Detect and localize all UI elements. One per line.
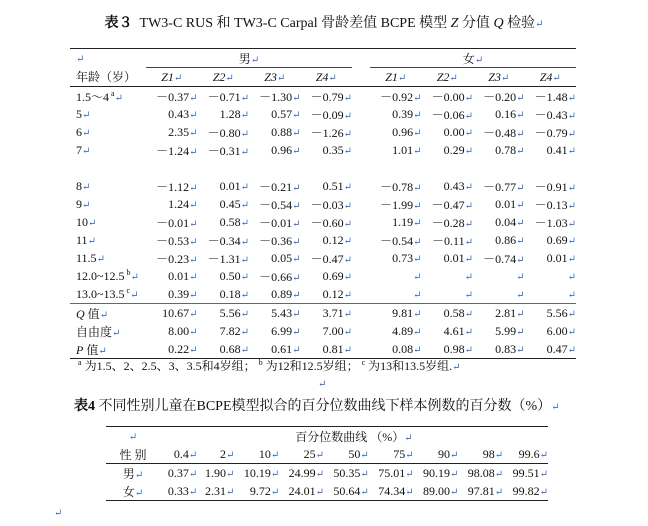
female-z-value: 0.01↵ [443, 250, 473, 265]
female-z-value: －1.48↵ [534, 89, 576, 104]
percent-value: 74.34↵ [378, 483, 414, 498]
table-row [70, 267, 576, 285]
female-z-value: ↵ [516, 289, 525, 301]
stat-label: 自由度↵ [76, 324, 121, 339]
percent-value: 10.19↵ [243, 465, 280, 480]
male-stat-value: 5.56↵ [219, 305, 249, 320]
sex-header: 性 别 [119, 447, 147, 462]
age-header: 年龄（岁） [76, 70, 137, 85]
paragraph-mark: ↵ [535, 19, 544, 30]
table4-title: 表4 不同性别儿童在BCPE模型拟合的百分位数曲线下样本例数的百分数（%）↵ [74, 399, 560, 414]
age-cell: 13.0~13.5 $^c$↵ [76, 286, 139, 301]
male-z-value: 0.88↵ [271, 124, 301, 139]
female-stat-value: 0.47↵ [546, 341, 576, 356]
female-z-value: －0.91↵ [534, 179, 576, 194]
male-z-value: 0.96↵ [271, 142, 301, 157]
table3-title [0, 12, 648, 32]
male-z-value: 0.01↵ [219, 178, 249, 193]
male-stat-value: 10.67↵ [162, 305, 198, 320]
female-z-value: 0.96↵ [392, 124, 422, 139]
footnote-a-mark: a [78, 358, 82, 367]
male-z-value: －0.37↵ [156, 89, 198, 104]
female-stat-value: 0.08↵ [392, 341, 422, 356]
male-z-value: －0.66↵ [259, 269, 301, 284]
male-z-value: －1.30↵ [259, 89, 301, 104]
male-z-value: －0.60↵ [310, 215, 352, 230]
male-z-value: 0.12↵ [322, 286, 352, 301]
female-z-value: 1.01↵ [392, 142, 422, 157]
female-z-value: －0.78↵ [380, 179, 422, 194]
table-row [70, 141, 576, 159]
male-z-value: －0.53↵ [156, 233, 198, 248]
female-z-value: －0.77↵ [483, 179, 525, 194]
footnote-c-mark: c [361, 358, 366, 367]
male-z-value: －1.31↵ [207, 251, 249, 266]
female-z-value: ↵ [464, 289, 473, 301]
paragraph-mark-gap: ↵ [318, 379, 327, 390]
percent-value: 99.82↵ [512, 483, 548, 498]
female-z-value: 0.01↵ [546, 250, 576, 265]
female-z-value: ↵ [516, 271, 525, 283]
male-z-value: －0.36↵ [259, 233, 301, 248]
male-stat-value: 7.00↵ [322, 323, 352, 338]
female-z-value: －0.79↵ [534, 125, 576, 140]
male-z-value: 0.01↵ [168, 268, 198, 283]
female-group-header: 女↵ [370, 49, 576, 68]
female-z-value: －0.28↵ [431, 215, 473, 230]
male-z-value: 1.24↵ [168, 196, 198, 211]
female-z-value: 0.01↵ [495, 196, 525, 211]
male-z-value: 0.45↵ [219, 196, 249, 211]
table-row [70, 213, 576, 231]
male-z-value: －0.21↵ [259, 179, 301, 194]
percent-value: 98.08↵ [467, 465, 504, 480]
table3-title-z: Z [450, 16, 459, 31]
female-z-value: ↵ [464, 271, 473, 283]
male-z-value: 2.35↵ [168, 124, 198, 139]
female-stat-value: 4.61↵ [443, 323, 473, 338]
stat-row [70, 340, 576, 359]
female-z-value: －0.54↵ [380, 233, 422, 248]
footnote-a-text: 为1.5、2、2.5、3、3.5和4岁组； [81, 359, 256, 373]
male-stat-value: 8.00↵ [168, 323, 198, 338]
female-z-value: －0.06↵ [431, 107, 473, 122]
table3-title-text: TW3-C RUS 和 TW3-C Carpal 骨龄差值 BCPE 模型 [139, 16, 451, 31]
female-stat-value: 0.83↵ [495, 341, 525, 356]
female-z-value: ↵ [567, 271, 576, 283]
female-z-value: 0.43↵ [443, 178, 473, 193]
table-row [106, 464, 548, 483]
male-z-value: －0.03↵ [310, 197, 352, 212]
female-z-value: ↵ [413, 289, 422, 301]
stat-label: Q 值↵ [76, 306, 109, 321]
age-cell: 11.5↵ [76, 250, 105, 265]
male-z-value: －1.24↵ [156, 143, 198, 158]
female-stat-value: 5.56↵ [546, 305, 576, 320]
female-z-value: －0.74↵ [483, 251, 525, 266]
table3-number: 表３ [104, 16, 133, 31]
female-stat-value: 6.00↵ [546, 323, 576, 338]
female-stat-value: 9.81↵ [392, 305, 422, 320]
male-stat-value: 7.82↵ [219, 323, 249, 338]
footnote-c-text: 为13和13.5岁组. [365, 359, 453, 373]
male-z-value: －1.12↵ [156, 179, 198, 194]
female-z2-header: Z2↵ [436, 69, 458, 84]
male-stat-value: 0.61↵ [271, 341, 301, 356]
female-z-value: －0.48↵ [483, 125, 525, 140]
female-z-value: －1.99↵ [380, 197, 422, 212]
male-z-value: 0.39↵ [168, 286, 198, 301]
female-stat-value: 4.89↵ [392, 323, 422, 338]
age-cell: 9↵ [76, 196, 91, 211]
male-z-value: －0.01↵ [259, 215, 301, 230]
female-z4-header: Z4↵ [539, 69, 561, 84]
age-cell: 1.5～4 $^a$↵ [76, 88, 123, 104]
female-z-value: 0.16↵ [495, 106, 525, 121]
male-z-value: －0.09↵ [310, 107, 352, 122]
male-stat-value: 0.22↵ [168, 341, 198, 356]
table-row [70, 105, 576, 123]
female-z-value: －0.43↵ [534, 107, 576, 122]
male-z-value: 0.35↵ [322, 142, 352, 157]
percent-value: 9.72↵ [249, 483, 280, 498]
male-z-value: －0.79↵ [310, 89, 352, 104]
male-stat-value: 0.81↵ [322, 341, 352, 356]
male-z2-header: Z2↵ [212, 69, 234, 84]
stat-row [70, 322, 576, 340]
table-row [106, 482, 548, 501]
percentile-curve-header: 百分位数曲线 （%）↵ [295, 429, 413, 444]
percent-value: 1.90↵ [205, 465, 235, 480]
percentile-header: 50↵ [348, 446, 369, 461]
table3 [70, 48, 576, 359]
male-z4-header: Z4↵ [315, 69, 337, 84]
table3-corner: ↵ [76, 53, 85, 65]
female-z-value: 0.29↵ [443, 142, 473, 157]
percentile-header: 0.4↵ [173, 446, 198, 461]
table4-number: 表4 [74, 399, 95, 414]
female-z-value: －0.20↵ [483, 89, 525, 104]
male-stat-value: 5.43↵ [271, 305, 301, 320]
table3-footnote: $^a$ 为1.5、2、2.5、3、3.5和4岁组； $^b$ 为12和12.5岁组； $^c$ 为13和13.5岁组.↵ [78, 358, 461, 373]
male-z-value: －0.34↵ [207, 233, 249, 248]
percent-value: 24.99↵ [288, 465, 324, 480]
female-z-value: 0.78↵ [495, 142, 525, 157]
percentile-header: 99.6↵ [518, 446, 548, 461]
male-z-value: 0.89↵ [271, 286, 301, 301]
percent-value: 75.01↵ [378, 465, 414, 480]
percent-value: 99.51↵ [512, 465, 548, 480]
table-row [70, 231, 576, 249]
male-stat-value: 3.71↵ [322, 305, 352, 320]
footnote-b-text: 为12和12.5岁组； [262, 359, 359, 373]
table-row [70, 195, 576, 213]
percent-value: 0.37↵ [167, 465, 198, 480]
percent-value: 0.33↵ [167, 483, 198, 498]
male-z1-header: Z1↵ [161, 69, 183, 84]
male-z3-header: Z3↵ [264, 69, 286, 84]
female-stat-value: 0.98↵ [443, 341, 473, 356]
male-z-value: 0.12↵ [322, 232, 352, 247]
table-row [70, 249, 576, 267]
percentile-header: 10↵ [258, 446, 280, 461]
percent-value: 50.35↵ [333, 465, 369, 480]
table-row [70, 177, 576, 195]
male-z-value: 0.51↵ [322, 178, 352, 193]
table3-title-mid: 分值 [458, 16, 494, 31]
female-z-value: ↵ [413, 271, 422, 283]
female-z-value: 0.73↵ [392, 250, 422, 265]
table-row [70, 123, 576, 141]
female-z-value: －0.92↵ [380, 89, 422, 104]
age-cell: 10↵ [76, 214, 97, 229]
female-z-value: 0.00↵ [443, 124, 473, 139]
male-z-value: －0.23↵ [156, 251, 198, 266]
stat-row [70, 304, 576, 323]
female-z-value: 0.69↵ [546, 232, 576, 247]
age-cell: 12.0~12.5 $^b$↵ [76, 268, 139, 283]
percent-value: 97.81↵ [467, 483, 504, 498]
percent-value: 2.31↵ [205, 483, 235, 498]
male-z-value: 1.28↵ [219, 106, 249, 121]
female-z-value: －0.00↵ [431, 89, 473, 104]
table-row [70, 285, 576, 304]
female-z-value: －1.03↵ [534, 215, 576, 230]
age-cell: 5↵ [76, 106, 91, 121]
percentile-header: 98↵ [482, 446, 504, 461]
male-z-value: －0.80↵ [207, 125, 249, 140]
female-z-value: 0.41↵ [546, 142, 576, 157]
female-z-value: 0.39↵ [392, 106, 422, 121]
male-z-value: －0.54↵ [259, 197, 301, 212]
stat-label: P 值↵ [76, 342, 107, 357]
male-z-value: －1.26↵ [310, 125, 352, 140]
male-group-header: 男↵ [146, 49, 352, 68]
percent-value: 90.19↵ [423, 465, 459, 480]
male-z-value: －0.47↵ [310, 251, 352, 266]
female-z-value: 0.04↵ [495, 214, 525, 229]
percentile-header: 25↵ [303, 446, 324, 461]
male-z-value: 0.57↵ [271, 106, 301, 121]
female-z1-header: Z1↵ [385, 69, 407, 84]
female-stat-value: 5.99↵ [495, 323, 525, 338]
sex-cell: 女↵ [122, 484, 144, 499]
age-cell: 7↵ [76, 142, 91, 157]
male-z-value: 0.69↵ [322, 268, 352, 283]
table3-title-end: 检验 [503, 16, 536, 31]
age-cell: 11↵ [76, 232, 96, 247]
table3-title-q: Q [493, 16, 504, 31]
percentile-header: 90↵ [438, 446, 459, 461]
paragraph-mark-end: ↵ [54, 508, 63, 519]
percent-value: 50.64↵ [333, 483, 369, 498]
female-z-value: 0.86↵ [495, 232, 525, 247]
male-z-value: －0.71↵ [207, 89, 249, 104]
female-z3-header: Z3↵ [488, 69, 510, 84]
female-z-value: －0.47↵ [431, 197, 473, 212]
female-stat-value: 2.81↵ [495, 305, 525, 320]
male-z-value: 0.18↵ [219, 286, 249, 301]
percentile-header: 2↵ [220, 446, 235, 461]
male-z-value: 0.05↵ [271, 250, 301, 265]
footnote-b-mark: b [258, 358, 263, 367]
male-z-value: 0.58↵ [219, 214, 249, 229]
table4-title-text: 不同性别儿童在BCPE模型拟合的百分位数曲线下样本例数的百分数（%） [95, 399, 552, 414]
male-z-value: 0.43↵ [168, 106, 198, 121]
female-z-value: －0.13↵ [534, 197, 576, 212]
sex-cell: 男↵ [122, 466, 144, 481]
percent-value: 24.01↵ [288, 483, 324, 498]
table4: ↵ 百分位数曲线 （%）↵ 性 别 0.4↵ 2↵ 10↵ 25↵ 50↵ 75↵ 90↵ 98↵ 99.6↵ 男↵ 0.37↵ 1.90↵ 10.19↵ 24.99↵ 50.35↵ 75.01↵ 90.19↵ 98.08↵ 99.51↵ 女↵ 0.33↵ 2.31↵ 9.72↵ 24.01↵ 50.64↵ 74.34↵ 89.00↵ 97.81↵ 99.82↵ [106, 426, 548, 501]
female-z-value: 1.19↵ [392, 214, 422, 229]
male-z-value: －0.31↵ [207, 143, 249, 158]
age-cell: 8↵ [76, 178, 91, 193]
age-cell: 6↵ [76, 124, 91, 139]
female-stat-value: 0.58↵ [443, 305, 473, 320]
male-stat-value: 6.99↵ [271, 323, 301, 338]
female-z-value: ↵ [567, 289, 576, 301]
female-z-value: －0.11↵ [432, 233, 473, 248]
male-z-value: －0.01↵ [156, 215, 198, 230]
table-row [70, 87, 576, 106]
male-z-value: 0.50↵ [219, 268, 249, 283]
male-stat-value: 0.68↵ [219, 341, 249, 356]
percentile-header: 75↵ [393, 446, 414, 461]
percent-value: 89.00↵ [423, 483, 459, 498]
